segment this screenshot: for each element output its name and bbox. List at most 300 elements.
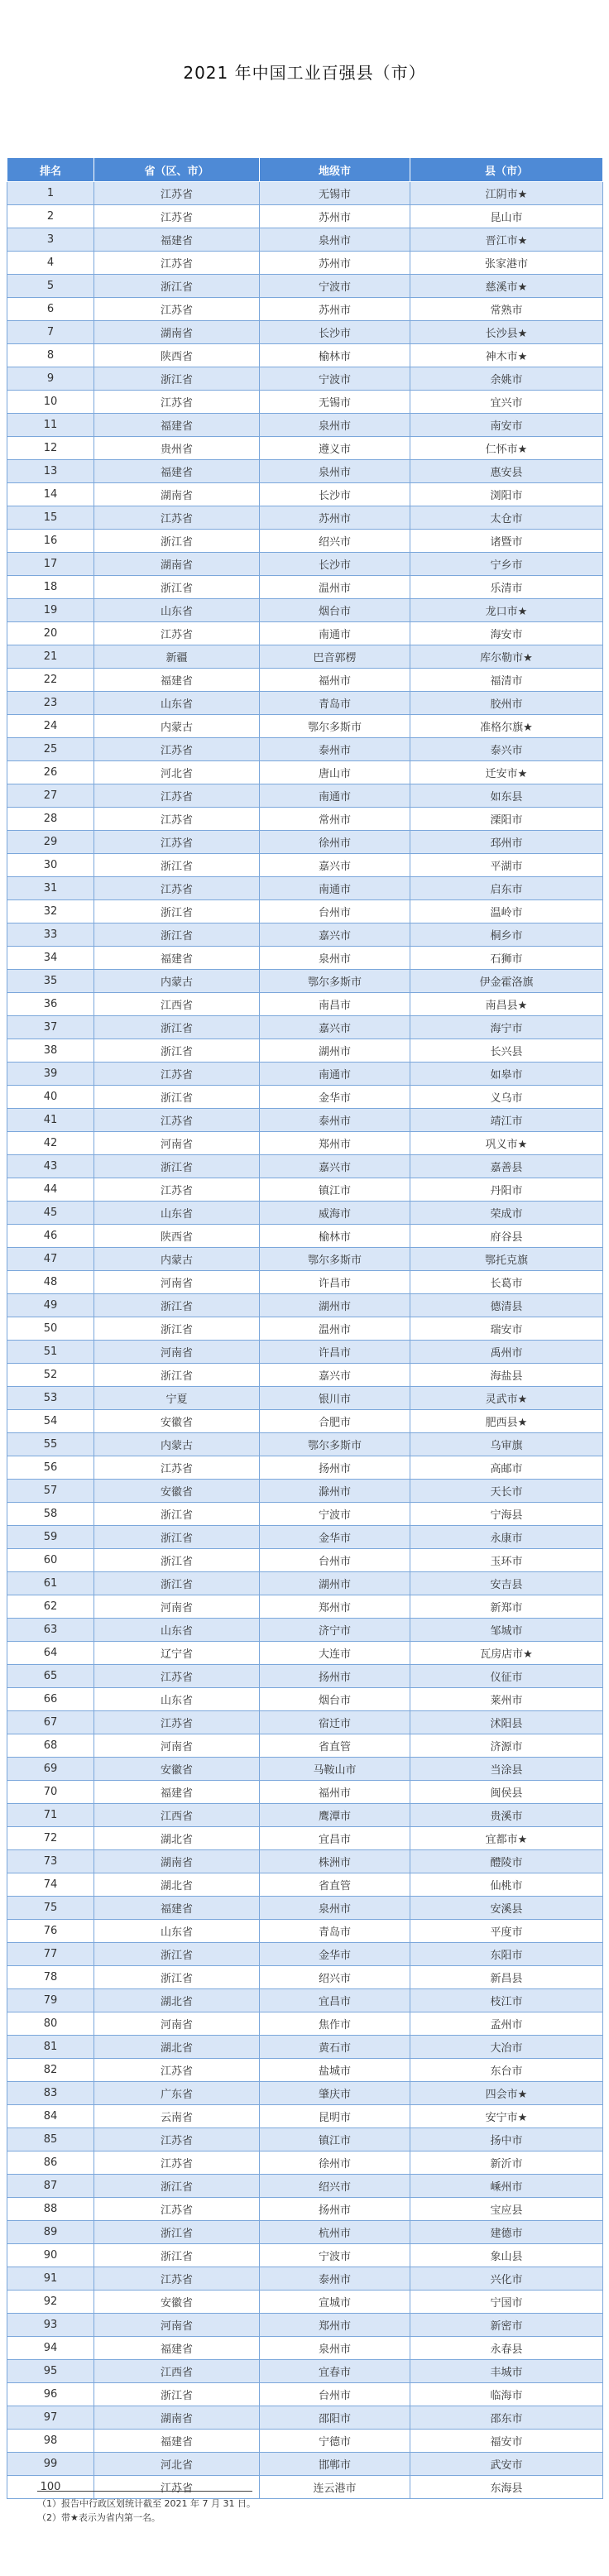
- table-row: [7, 1711, 603, 1734]
- rank-cell: 95: [7, 2360, 94, 2383]
- table-row: [7, 205, 603, 228]
- prefecture-city-cell: 泉州市: [260, 460, 410, 483]
- prefecture-city-cell: 鄂尔多斯市: [260, 715, 410, 738]
- county-cell: 溧阳市: [410, 808, 603, 831]
- table-row: [7, 2291, 603, 2314]
- prefecture-city-cell: 烟台市: [260, 599, 410, 622]
- county-cell: 靖江市: [410, 1109, 603, 1132]
- county-cell: 如皋市: [410, 1063, 603, 1086]
- footnote-2: （2）带★表示为省内第一名。: [37, 2512, 161, 2523]
- prefecture-city-cell: 连云港市: [260, 2476, 410, 2499]
- rank-cell: 96: [7, 2383, 94, 2406]
- province-cell: 云南省: [94, 2105, 260, 2128]
- county-cell: 海盐县: [410, 1364, 603, 1387]
- county-cell: 永春县: [410, 2337, 603, 2360]
- rank-cell: 64: [7, 1642, 94, 1665]
- province-cell: 江苏省: [94, 738, 260, 761]
- province-cell: 江苏省: [94, 252, 260, 275]
- rank-cell: 10: [7, 391, 94, 414]
- county-cell: 贵溪市: [410, 1804, 603, 1827]
- table-row: [7, 692, 603, 715]
- rank-cell: 77: [7, 1943, 94, 1966]
- rank-cell: 31: [7, 877, 94, 900]
- province-cell: 浙江省: [94, 1086, 260, 1109]
- rank-cell: 76: [7, 1920, 94, 1943]
- rank-cell: 80: [7, 2012, 94, 2036]
- prefecture-city-cell: 温州市: [260, 1317, 410, 1341]
- table-body: [7, 182, 603, 2499]
- county-cell: 东海县: [410, 2476, 603, 2499]
- rank-cell: 17: [7, 553, 94, 576]
- prefecture-city-cell: 南通市: [260, 877, 410, 900]
- table-row: [7, 784, 603, 808]
- prefecture-city-cell: 鄂尔多斯市: [260, 1248, 410, 1271]
- table-row: [7, 1897, 603, 1920]
- prefecture-city-cell: 滁州市: [260, 1480, 410, 1503]
- province-cell: 湖北省: [94, 1873, 260, 1897]
- county-cell: 扬中市: [410, 2128, 603, 2151]
- province-cell: 内蒙古: [94, 1248, 260, 1271]
- province-cell: 江苏省: [94, 784, 260, 808]
- rank-cell: 41: [7, 1109, 94, 1132]
- prefecture-city-cell: 遵义市: [260, 437, 410, 460]
- prefecture-city-cell: 宁波市: [260, 1503, 410, 1526]
- province-cell: 江苏省: [94, 808, 260, 831]
- county-cell: 东台市: [410, 2059, 603, 2082]
- table-row: [7, 1619, 603, 1642]
- county-cell: 瑞安市: [410, 1317, 603, 1341]
- county-cell: 桐乡市: [410, 923, 603, 947]
- rank-cell: 28: [7, 808, 94, 831]
- county-cell: 新沂市: [410, 2151, 603, 2175]
- county-cell: 海宁市: [410, 1016, 603, 1039]
- table-row: [7, 2128, 603, 2151]
- rank-cell: 44: [7, 1178, 94, 1202]
- county-cell: 禹州市: [410, 1341, 603, 1364]
- table-row: [7, 599, 603, 622]
- rank-cell: 92: [7, 2291, 94, 2314]
- county-cell: 晋江市★: [410, 228, 603, 252]
- prefecture-city-cell: 金华市: [260, 1086, 410, 1109]
- header-rank: 排名: [7, 158, 94, 182]
- rank-cell: 89: [7, 2221, 94, 2244]
- province-cell: 福建省: [94, 2337, 260, 2360]
- county-cell: 宝应县: [410, 2198, 603, 2221]
- rank-cell: 74: [7, 1873, 94, 1897]
- province-cell: 江苏省: [94, 506, 260, 530]
- county-cell: 平湖市: [410, 854, 603, 877]
- prefecture-city-cell: 泰州市: [260, 2267, 410, 2291]
- table-row: [7, 1595, 603, 1619]
- table-row: [7, 2151, 603, 2175]
- rank-cell: 72: [7, 1827, 94, 1850]
- prefecture-city-cell: 银川市: [260, 1387, 410, 1410]
- table-row: [7, 2406, 603, 2430]
- province-cell: 江苏省: [94, 2198, 260, 2221]
- rank-cell: 3: [7, 228, 94, 252]
- province-cell: 福建省: [94, 947, 260, 970]
- county-cell: 伊金霍洛旗: [410, 970, 603, 993]
- prefecture-city-cell: 苏州市: [260, 506, 410, 530]
- table-row: [7, 1155, 603, 1178]
- prefecture-city-cell: 宜昌市: [260, 1827, 410, 1850]
- county-cell: 余姚市: [410, 367, 603, 391]
- rank-cell: 14: [7, 483, 94, 506]
- prefecture-city-cell: 鄂尔多斯市: [260, 970, 410, 993]
- county-cell: 义乌市: [410, 1086, 603, 1109]
- county-cell: 长葛市: [410, 1271, 603, 1294]
- province-cell: 浙江省: [94, 275, 260, 298]
- province-cell: 内蒙古: [94, 715, 260, 738]
- rank-cell: 63: [7, 1619, 94, 1642]
- province-cell: 浙江省: [94, 2244, 260, 2267]
- county-cell: 慈溪市★: [410, 275, 603, 298]
- county-cell: 天长市: [410, 1480, 603, 1503]
- county-cell: 莱州市: [410, 1688, 603, 1711]
- prefecture-city-cell: 泉州市: [260, 1897, 410, 1920]
- table-row: [7, 228, 603, 252]
- rank-cell: 19: [7, 599, 94, 622]
- county-cell: 仙桃市: [410, 1873, 603, 1897]
- county-cell: 大冶市: [410, 2036, 603, 2059]
- province-cell: 陕西省: [94, 1225, 260, 1248]
- rank-cell: 97: [7, 2406, 94, 2430]
- table-row: [7, 2012, 603, 2036]
- table-row: [7, 553, 603, 576]
- province-cell: 湖北省: [94, 2036, 260, 2059]
- county-cell: 宁海县: [410, 1503, 603, 1526]
- rank-cell: 79: [7, 1989, 94, 2012]
- rank-cell: 11: [7, 414, 94, 437]
- province-cell: 浙江省: [94, 1039, 260, 1063]
- prefecture-city-cell: 宿迁市: [260, 1711, 410, 1734]
- prefecture-city-cell: 湖州市: [260, 1039, 410, 1063]
- table-row: [7, 947, 603, 970]
- prefecture-city-cell: 扬州市: [260, 1665, 410, 1688]
- table-row: [7, 2337, 603, 2360]
- rank-cell: 18: [7, 576, 94, 599]
- prefecture-city-cell: 泉州市: [260, 947, 410, 970]
- prefecture-city-cell: 金华市: [260, 1943, 410, 1966]
- province-cell: 浙江省: [94, 2221, 260, 2244]
- county-cell: 安溪县: [410, 1897, 603, 1920]
- rank-cell: 62: [7, 1595, 94, 1619]
- footnote-divider: [37, 2491, 252, 2492]
- county-cell: 邳州市: [410, 831, 603, 854]
- prefecture-city-cell: 长沙市: [260, 553, 410, 576]
- prefecture-city-cell: 金华市: [260, 1526, 410, 1549]
- footnote-1: （1）报告中行政区划统计截至 2021 年 7 月 31 日。: [37, 2498, 256, 2509]
- county-cell: 龙口市★: [410, 599, 603, 622]
- province-cell: 山东省: [94, 1688, 260, 1711]
- rank-cell: 29: [7, 831, 94, 854]
- province-cell: 新疆: [94, 645, 260, 669]
- prefecture-city-cell: 烟台市: [260, 1688, 410, 1711]
- rank-cell: 25: [7, 738, 94, 761]
- table-row: [7, 1456, 603, 1480]
- province-cell: 湖南省: [94, 1850, 260, 1873]
- province-cell: 江苏省: [94, 1665, 260, 1688]
- rank-cell: 53: [7, 1387, 94, 1410]
- table-row: [7, 460, 603, 483]
- rank-cell: 51: [7, 1341, 94, 1364]
- table-row: [7, 1549, 603, 1572]
- rank-cell: 81: [7, 2036, 94, 2059]
- table-row: [7, 1804, 603, 1827]
- rank-cell: 40: [7, 1086, 94, 1109]
- province-cell: 江苏省: [94, 1711, 260, 1734]
- province-cell: 湖南省: [94, 2406, 260, 2430]
- rank-cell: 5: [7, 275, 94, 298]
- table-row: [7, 1410, 603, 1433]
- province-cell: 浙江省: [94, 1016, 260, 1039]
- table-row: [7, 1850, 603, 1873]
- province-cell: 浙江省: [94, 1503, 260, 1526]
- county-cell: 象山县: [410, 2244, 603, 2267]
- rank-cell: 54: [7, 1410, 94, 1433]
- county-cell: 孟州市: [410, 2012, 603, 2036]
- table-row: [7, 1271, 603, 1294]
- rank-cell: 26: [7, 761, 94, 784]
- rank-cell: 23: [7, 692, 94, 715]
- rank-cell: 85: [7, 2128, 94, 2151]
- prefecture-city-cell: 青岛市: [260, 692, 410, 715]
- county-cell: 常熟市: [410, 298, 603, 321]
- prefecture-city-cell: 泉州市: [260, 228, 410, 252]
- province-cell: 江西省: [94, 1804, 260, 1827]
- rank-cell: 15: [7, 506, 94, 530]
- county-cell: 当涂县: [410, 1758, 603, 1781]
- prefecture-city-cell: 泰州市: [260, 738, 410, 761]
- province-cell: 河南省: [94, 1271, 260, 1294]
- rank-cell: 93: [7, 2314, 94, 2337]
- province-cell: 浙江省: [94, 1943, 260, 1966]
- prefecture-city-cell: 宣城市: [260, 2291, 410, 2314]
- table-row: [7, 1225, 603, 1248]
- county-cell: 宁乡市: [410, 553, 603, 576]
- rank-cell: 61: [7, 1572, 94, 1595]
- rank-cell: 99: [7, 2453, 94, 2476]
- county-cell: 迁安市★: [410, 761, 603, 784]
- table-row: [7, 1387, 603, 1410]
- province-cell: 浙江省: [94, 1364, 260, 1387]
- table-row: [7, 715, 603, 738]
- prefecture-city-cell: 南昌市: [260, 993, 410, 1016]
- prefecture-city-cell: 苏州市: [260, 205, 410, 228]
- rank-cell: 88: [7, 2198, 94, 2221]
- county-cell: 高邮市: [410, 1456, 603, 1480]
- rank-cell: 58: [7, 1503, 94, 1526]
- rank-cell: 22: [7, 669, 94, 692]
- table-row: [7, 808, 603, 831]
- prefecture-city-cell: 马鞍山市: [260, 1758, 410, 1781]
- province-cell: 福建省: [94, 460, 260, 483]
- province-cell: 山东省: [94, 599, 260, 622]
- table-row: [7, 1688, 603, 1711]
- province-cell: 山东省: [94, 1202, 260, 1225]
- prefecture-city-cell: 宜春市: [260, 2360, 410, 2383]
- province-cell: 安徽省: [94, 1410, 260, 1433]
- prefecture-city-cell: 焦作市: [260, 2012, 410, 2036]
- rank-cell: 67: [7, 1711, 94, 1734]
- county-cell: 东阳市: [410, 1943, 603, 1966]
- rank-cell: 49: [7, 1294, 94, 1317]
- rank-cell: 90: [7, 2244, 94, 2267]
- county-cell: 临海市: [410, 2383, 603, 2406]
- prefecture-city-cell: 宁波市: [260, 2244, 410, 2267]
- table-row: [7, 2175, 603, 2198]
- prefecture-city-cell: 宁波市: [260, 367, 410, 391]
- table-row: [7, 344, 603, 367]
- county-cell: 闽侯县: [410, 1781, 603, 1804]
- county-cell: 四会市★: [410, 2082, 603, 2105]
- province-cell: 湖南省: [94, 553, 260, 576]
- table-row: [7, 506, 603, 530]
- prefecture-city-cell: 邯郸市: [260, 2453, 410, 2476]
- county-cell: 泰兴市: [410, 738, 603, 761]
- province-cell: 浙江省: [94, 2175, 260, 2198]
- rank-cell: 38: [7, 1039, 94, 1063]
- county-cell: 宜兴市: [410, 391, 603, 414]
- county-cell: 安吉县: [410, 1572, 603, 1595]
- table-header-row: [7, 158, 603, 182]
- county-cell: 武安市: [410, 2453, 603, 2476]
- table-row: [7, 1758, 603, 1781]
- header-province: 省（区、市）: [94, 158, 260, 182]
- prefecture-city-cell: 湖州市: [260, 1572, 410, 1595]
- rank-cell: 60: [7, 1549, 94, 1572]
- prefecture-city-cell: 省直管: [260, 1873, 410, 1897]
- prefecture-city-cell: 常州市: [260, 808, 410, 831]
- county-cell: 长兴县: [410, 1039, 603, 1063]
- prefecture-city-cell: 台州市: [260, 900, 410, 923]
- prefecture-city-cell: 温州市: [260, 576, 410, 599]
- county-cell: 启东市: [410, 877, 603, 900]
- table-row: [7, 2036, 603, 2059]
- county-cell: 瓦房店市★: [410, 1642, 603, 1665]
- rank-cell: 82: [7, 2059, 94, 2082]
- county-cell: 沭阳县: [410, 1711, 603, 1734]
- county-cell: 仁怀市★: [410, 437, 603, 460]
- table-row: [7, 1781, 603, 1804]
- rank-cell: 59: [7, 1526, 94, 1549]
- county-cell: 玉环市: [410, 1549, 603, 1572]
- table-row: [7, 298, 603, 321]
- province-cell: 宁夏: [94, 1387, 260, 1410]
- rank-cell: 70: [7, 1781, 94, 1804]
- province-cell: 江苏省: [94, 391, 260, 414]
- rank-cell: 47: [7, 1248, 94, 1271]
- prefecture-city-cell: 郑州市: [260, 2314, 410, 2337]
- county-cell: 醴陵市: [410, 1850, 603, 1873]
- province-cell: 山东省: [94, 1920, 260, 1943]
- county-cell: 永康市: [410, 1526, 603, 1549]
- rank-cell: 52: [7, 1364, 94, 1387]
- rank-cell: 98: [7, 2430, 94, 2453]
- rank-cell: 13: [7, 460, 94, 483]
- province-cell: 浙江省: [94, 1317, 260, 1341]
- county-cell: 仪征市: [410, 1665, 603, 1688]
- rank-cell: 2: [7, 205, 94, 228]
- prefecture-city-cell: 巴音郭楞: [260, 645, 410, 669]
- province-cell: 浙江省: [94, 367, 260, 391]
- county-cell: 南安市: [410, 414, 603, 437]
- prefecture-city-cell: 长沙市: [260, 321, 410, 344]
- prefecture-city-cell: 扬州市: [260, 1456, 410, 1480]
- prefecture-city-cell: 苏州市: [260, 252, 410, 275]
- prefecture-city-cell: 鹰潭市: [260, 1804, 410, 1827]
- rank-cell: 86: [7, 2151, 94, 2175]
- rank-cell: 42: [7, 1132, 94, 1155]
- table-row: [7, 414, 603, 437]
- county-cell: 兴化市: [410, 2267, 603, 2291]
- prefecture-city-cell: 福州市: [260, 669, 410, 692]
- county-cell: 库尔勒市★: [410, 645, 603, 669]
- table-row: [7, 1294, 603, 1317]
- rank-cell: 33: [7, 923, 94, 947]
- table-row: [7, 669, 603, 692]
- table-row: [7, 1317, 603, 1341]
- prefecture-city-cell: 合肥市: [260, 1410, 410, 1433]
- header-prefecture-city: 地级市: [260, 158, 410, 182]
- province-cell: 福建省: [94, 1781, 260, 1804]
- county-cell: 张家港市: [410, 252, 603, 275]
- province-cell: 湖北省: [94, 1827, 260, 1850]
- province-cell: 江苏省: [94, 877, 260, 900]
- province-cell: 浙江省: [94, 1294, 260, 1317]
- rank-cell: 71: [7, 1804, 94, 1827]
- rank-cell: 39: [7, 1063, 94, 1086]
- table-row: [7, 1873, 603, 1897]
- county-cell: 如东县: [410, 784, 603, 808]
- rank-cell: 91: [7, 2267, 94, 2291]
- rank-cell: 1: [7, 182, 94, 205]
- province-cell: 福建省: [94, 2430, 260, 2453]
- province-cell: 江苏省: [94, 2476, 260, 2499]
- table-row: [7, 1827, 603, 1850]
- prefecture-city-cell: 南通市: [260, 622, 410, 645]
- county-cell: 准格尔旗★: [410, 715, 603, 738]
- table-row: [7, 437, 603, 460]
- prefecture-city-cell: 嘉兴市: [260, 1016, 410, 1039]
- province-cell: 安徽省: [94, 1480, 260, 1503]
- county-cell: 温岭市: [410, 900, 603, 923]
- rank-cell: 83: [7, 2082, 94, 2105]
- header-county: 县（市）: [410, 158, 603, 182]
- prefecture-city-cell: 绍兴市: [260, 530, 410, 553]
- county-cell: 丹阳市: [410, 1178, 603, 1202]
- prefecture-city-cell: 泉州市: [260, 414, 410, 437]
- prefecture-city-cell: 宁德市: [260, 2430, 410, 2453]
- prefecture-city-cell: 福州市: [260, 1781, 410, 1804]
- rank-cell: 36: [7, 993, 94, 1016]
- table-row: [7, 1063, 603, 1086]
- prefecture-city-cell: 台州市: [260, 1549, 410, 1572]
- province-cell: 浙江省: [94, 1526, 260, 1549]
- province-cell: 江苏省: [94, 2128, 260, 2151]
- county-cell: 浏阳市: [410, 483, 603, 506]
- prefecture-city-cell: 许昌市: [260, 1341, 410, 1364]
- table-row: [7, 1433, 603, 1456]
- prefecture-city-cell: 台州市: [260, 2383, 410, 2406]
- prefecture-city-cell: 嘉兴市: [260, 1364, 410, 1387]
- prefecture-city-cell: 唐山市: [260, 761, 410, 784]
- table-row: [7, 2360, 603, 2383]
- county-cell: 巩义市★: [410, 1132, 603, 1155]
- province-cell: 江苏省: [94, 831, 260, 854]
- table-row: [7, 854, 603, 877]
- county-cell: 福安市: [410, 2430, 603, 2453]
